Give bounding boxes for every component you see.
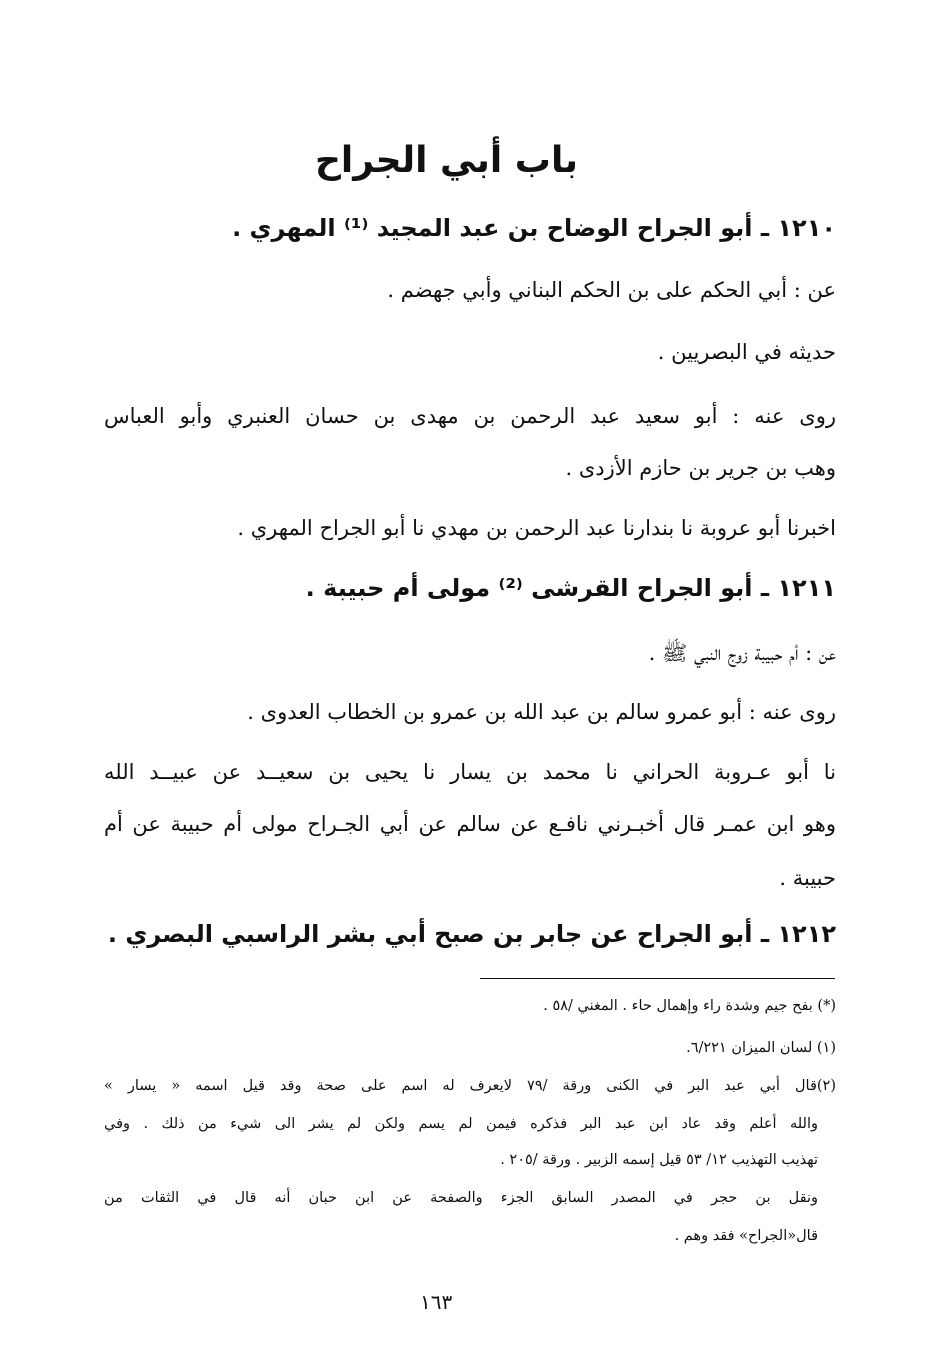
footnote-star: (*) بفح جيم وشدة راء وإهمال حاء . المغني /٥٨ . (543, 998, 836, 1014)
chapter-title: باب أبي الجراح (314, 140, 578, 181)
entry-1211-line-4: وهو ابن عمـر قال أخبـرني نافـع عن سالم عن أبي الجـراح مولى أم حبيبة عن أم (104, 812, 836, 836)
footnote-1: (١) لسان الميزان ٦/٢٢١. (686, 1040, 836, 1056)
entry-1210-heading: ١٢١٠ ـ أبو الجراح الوضاح بن عبد المجيد ⁽¹⁾ المهري . (232, 214, 836, 242)
entry-1211-line-5: حبيبة . (779, 866, 836, 890)
entry-1211-line-2: روى عنه : أبو عمرو سالم بن عبد الله بن عمرو بن الخطاب العدوى . (247, 700, 836, 724)
footnote-2-line-1: (٢)قال أبي عبد البر في الكنى ورقة /٧٩ لايعرف له اسم على صحة وقد قيل اسمه « يسار » (104, 1078, 836, 1094)
footnote-2-line-5: قال«الجراح» فقد وهم . (674, 1228, 818, 1244)
footnote-divider (480, 978, 835, 979)
entry-1210-line-2: حديثه في البصريين . (657, 340, 836, 364)
entry-1211-line-3: نا أبو عـروبة الحراني نا محمد بن يسار نا يحيى بن سعيــد عن عبيــد الله (104, 760, 836, 784)
entry-1210-line-5: اخبرنا أبو عروبة نا بندارنا عبد الرحمن بن مهدي نا أبو الجراح المهري . (237, 516, 836, 540)
page-number: ١٦٣ (420, 1290, 453, 1314)
entry-1210-line-3: روى عنه : أبو سعيد عبد الرحمن بن مهدى بن حسان العنبري وأبو العباس (104, 404, 836, 428)
footnote-2-line-2: والله أعلم وقد عاد ابن عبد البر فذكره فيمن لم يسم ولكن لم يشر الى شيء من ذلك . وفي (104, 1116, 818, 1132)
entry-1210-line-4: وهب بن جرير بن حازم الأزدى . (565, 456, 836, 480)
entry-1212-heading: ١٢١٢ ـ أبو الجراح عن جابر بن صبح أبي بشر الراسبي البصري . (107, 920, 836, 948)
entry-1211-heading: ١٢١١ ـ أبو الجراح القرشى ⁽²⁾ مولى أم حبيبة . (305, 574, 836, 602)
entry-1210-line-1: عن : أبي الحكم على بن الحكم البناني وأبي جهضم . (387, 278, 836, 302)
entry-1211-line-1: عن : أم حبيبة زوج النبي ﷺ . (648, 641, 836, 665)
footnote-2-line-3: تهذيب التهذيب ١٢/ ٥٣ قيل إسمه الزبير . ورقة /٢٠٥ . (500, 1152, 818, 1168)
footnote-2-line-4: ونقل بن حجر في المصدر السابق الجزء والصفحة عن ابن حبان أنه قال في الثقات من (104, 1190, 818, 1206)
